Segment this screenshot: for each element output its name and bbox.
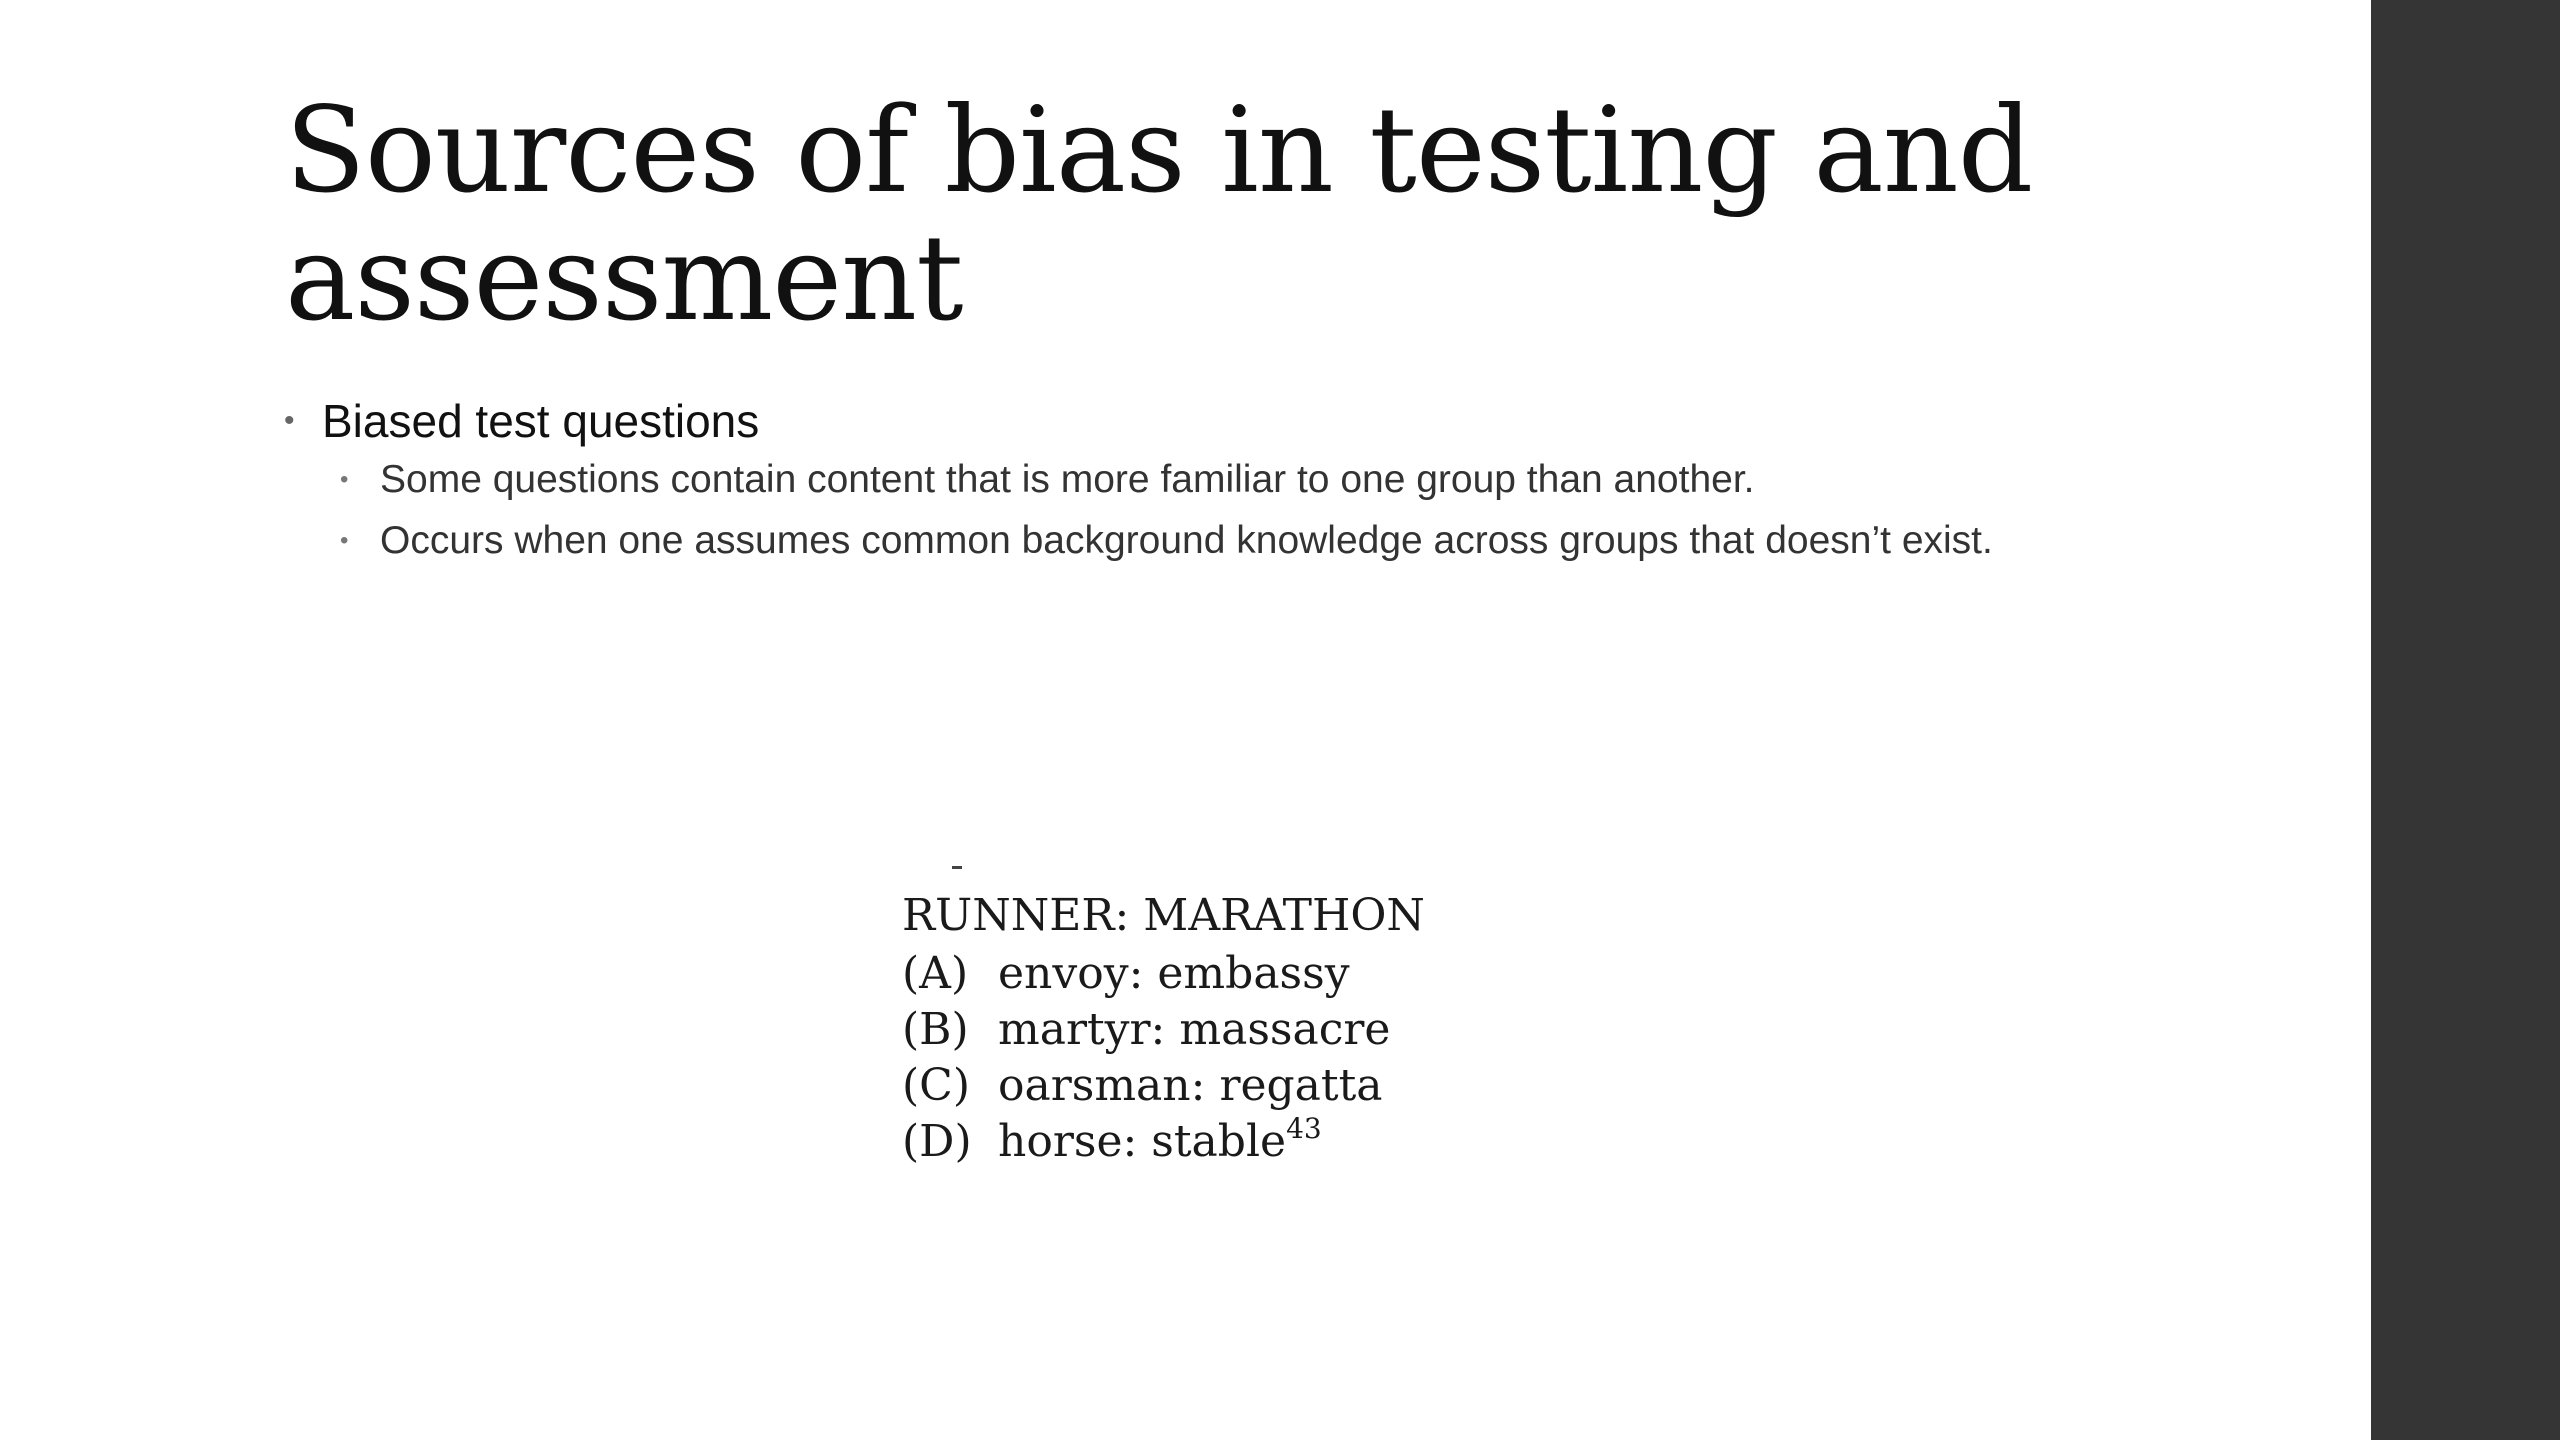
bullet-item [280, 390, 2080, 452]
sidebar-panel [2371, 0, 2560, 1440]
option-label: (B) [902, 1004, 969, 1055]
option-text: oarsman: regatta [998, 1060, 1383, 1111]
scan-mark [952, 866, 962, 869]
option-c [902, 1058, 1383, 1114]
question-stem: RUNNER: MARATHON [902, 890, 1425, 941]
option-d [902, 1114, 1322, 1170]
analogy-question-image [890, 860, 1450, 1200]
option-label: (C) [902, 1060, 970, 1111]
bullet-text: Biased test questions [322, 395, 760, 447]
slide-title: Sources of bias in testing and assessment [285, 81, 2033, 347]
sub-bullet-item [280, 517, 2080, 564]
option-text: envoy: embassy [998, 948, 1350, 999]
option-text: martyr: massacre [998, 1004, 1391, 1055]
sub-bullet-text: Some questions contain content that is more familiar to one group than another. [380, 458, 1755, 501]
option-label: (D) [902, 1116, 972, 1167]
option-b [902, 1002, 1390, 1058]
bullet-dot-icon: • [284, 404, 295, 437]
option-label: (A) [902, 948, 969, 999]
option-text: horse: stable [998, 1116, 1287, 1167]
sub-bullet-text: Occurs when one assumes common background knowledge across groups that doesn’t exist. [380, 519, 1993, 562]
sub-bullet-item [280, 456, 2080, 503]
footnote-marker: 43 [1286, 1112, 1322, 1145]
sub-bullet-dot-icon: • [340, 527, 349, 554]
option-a [902, 946, 1350, 1002]
bullet-list [280, 390, 2080, 564]
sub-bullet-dot-icon: • [340, 466, 349, 493]
